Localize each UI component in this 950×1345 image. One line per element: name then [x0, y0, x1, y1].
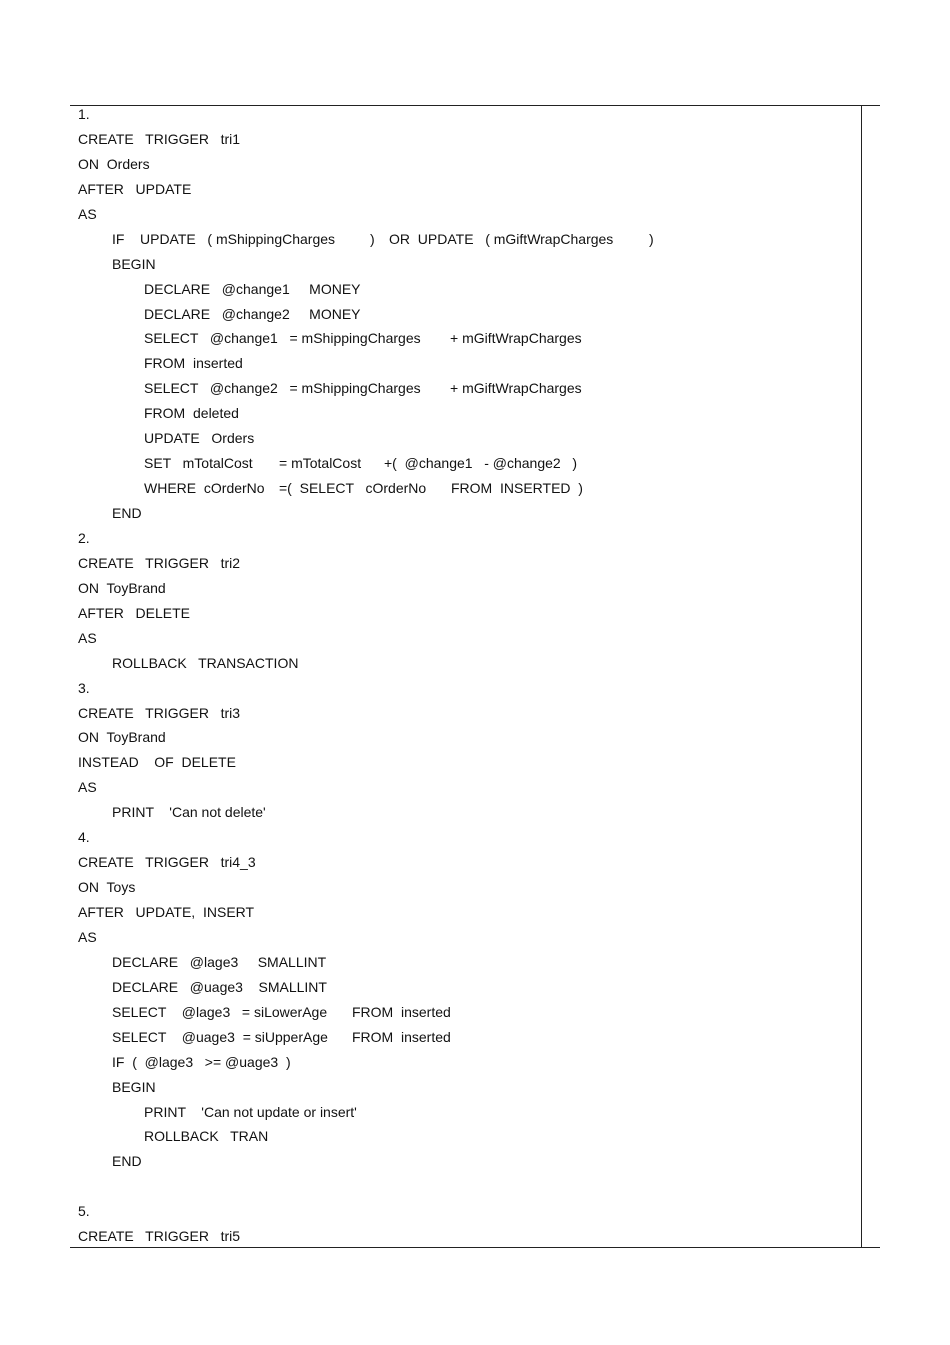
code-line: [78, 204, 858, 229]
code-segment: SELECT @lage3 = siLowerAge: [112, 1003, 328, 1020]
code-line: [78, 678, 858, 703]
code-segment: ): [370, 230, 375, 247]
code-segment: CREATE TRIGGER tri2: [78, 554, 241, 571]
code-segment: SELECT @uage3 = siUpperAge: [112, 1028, 328, 1045]
code-line: [78, 279, 858, 304]
code-segment: 4.: [78, 829, 90, 846]
code-line: [78, 378, 858, 403]
code-line: [78, 653, 858, 678]
code-line: [78, 403, 858, 428]
code-line: [78, 428, 858, 453]
code-line: [78, 179, 858, 204]
code-segment: ON Toys: [78, 879, 136, 896]
code-line: [78, 154, 858, 179]
code-segment: END: [112, 505, 142, 521]
code-segment: FROM inserted: [144, 355, 243, 372]
code-line: [78, 229, 858, 254]
code-line: [78, 852, 858, 877]
code-segment: =( SELECT cOrderNo: [279, 480, 427, 497]
code-segment: CREATE TRIGGER tri5: [78, 1228, 241, 1245]
code-segment: ROLLBACK TRAN: [144, 1128, 269, 1145]
code-line: [78, 503, 858, 528]
code-segment: AFTER UPDATE, INSERT: [78, 904, 255, 920]
code-segment: DECLARE @uage3 SMALLINT: [112, 978, 327, 995]
code-segment: PRINT 'Can not update or insert': [144, 1103, 357, 1120]
code-segment: FROM INSERTED ): [451, 480, 583, 497]
code-line: [78, 603, 858, 628]
code-line: [78, 1201, 858, 1226]
code-line: [78, 304, 858, 329]
code-line: [78, 752, 858, 777]
code-line: [78, 1027, 858, 1052]
code-line: [78, 1102, 858, 1127]
code-segment: FROM inserted: [352, 1028, 451, 1045]
table-right-border: [861, 105, 862, 1247]
code-line: [78, 1176, 858, 1201]
code-line: [78, 328, 858, 353]
code-line: [78, 1151, 858, 1176]
code-segment: CREATE TRIGGER tri4_3: [78, 854, 256, 871]
code-line: [78, 802, 858, 827]
code-segment: ): [649, 230, 654, 247]
code-segment: 2.: [78, 529, 90, 546]
code-segment: INSTEAD OF DELETE: [78, 754, 236, 771]
code-line: [78, 1077, 858, 1102]
code-segment: FROM inserted: [352, 1003, 451, 1020]
code-segment: AS: [78, 205, 97, 222]
code-line: [78, 628, 858, 653]
code-line: [78, 977, 858, 1002]
code-segment: IF UPDATE ( mShippingCharges: [112, 230, 336, 247]
code-line: [78, 353, 858, 378]
code-segment: OR UPDATE ( mGiftWrapCharges: [389, 230, 614, 247]
code-segment: AS: [78, 928, 97, 945]
code-segment: ON Orders: [78, 155, 150, 172]
code-segment: SELECT @change1 = mShippingCharges: [144, 330, 421, 347]
code-segment: IF ( @lage3 >= @uage3 ): [112, 1053, 291, 1070]
code-line: [78, 777, 858, 802]
code-line: [78, 478, 858, 503]
sql-code-block: [78, 104, 858, 1251]
code-line: [78, 578, 858, 603]
code-line: [78, 104, 858, 129]
code-line: [78, 727, 858, 752]
code-segment: FROM deleted: [144, 405, 239, 422]
code-segment: PRINT 'Can not delete': [112, 804, 266, 821]
code-segment: DECLARE @change2 MONEY: [144, 305, 361, 322]
code-segment: CREATE TRIGGER tri3: [78, 704, 241, 721]
code-segment: END: [112, 1153, 142, 1170]
code-line: [78, 553, 858, 578]
code-segment: AFTER UPDATE: [78, 180, 192, 197]
code-segment: UPDATE Orders: [144, 430, 255, 447]
code-segment: ON ToyBrand: [78, 579, 166, 596]
code-segment: BEGIN: [112, 255, 156, 272]
code-line: [78, 902, 858, 927]
code-line: [78, 1126, 858, 1151]
code-segment: + mGiftWrapCharges: [450, 380, 582, 397]
code-segment: AS: [78, 779, 97, 796]
code-segment: AFTER DELETE: [78, 604, 191, 621]
code-line: [78, 952, 858, 977]
code-segment: AS: [78, 629, 97, 646]
code-line: [78, 703, 858, 728]
code-line: [78, 877, 858, 902]
code-line: [78, 129, 858, 154]
code-segment: 5.: [78, 1203, 90, 1220]
code-line: [78, 827, 858, 852]
code-line: [78, 1226, 858, 1251]
code-segment: SELECT @change2 = mShippingCharges: [144, 380, 421, 397]
code-line: [78, 528, 858, 553]
code-segment: SET mTotalCost: [144, 455, 253, 472]
code-line: [78, 254, 858, 279]
code-segment: 3.: [78, 679, 90, 696]
code-segment: ON ToyBrand: [78, 729, 166, 746]
code-segment: ROLLBACK TRANSACTION: [112, 654, 299, 671]
code-segment: 1.: [78, 106, 90, 122]
code-line: [78, 1002, 858, 1027]
code-line: [78, 1052, 858, 1077]
code-segment: DECLARE @lage3 SMALLINT: [112, 953, 327, 970]
code-line: [78, 927, 858, 952]
code-segment: BEGIN: [112, 1078, 156, 1095]
code-segment: + mGiftWrapCharges: [450, 330, 582, 347]
code-segment: +( @change1 - @change2 ): [384, 455, 578, 472]
code-segment: DECLARE @change1 MONEY: [144, 280, 361, 297]
code-segment: WHERE cOrderNo: [144, 480, 265, 497]
code-segment: = mTotalCost: [279, 455, 362, 472]
code-line: [78, 453, 858, 478]
code-segment: CREATE TRIGGER tri1: [78, 130, 241, 147]
